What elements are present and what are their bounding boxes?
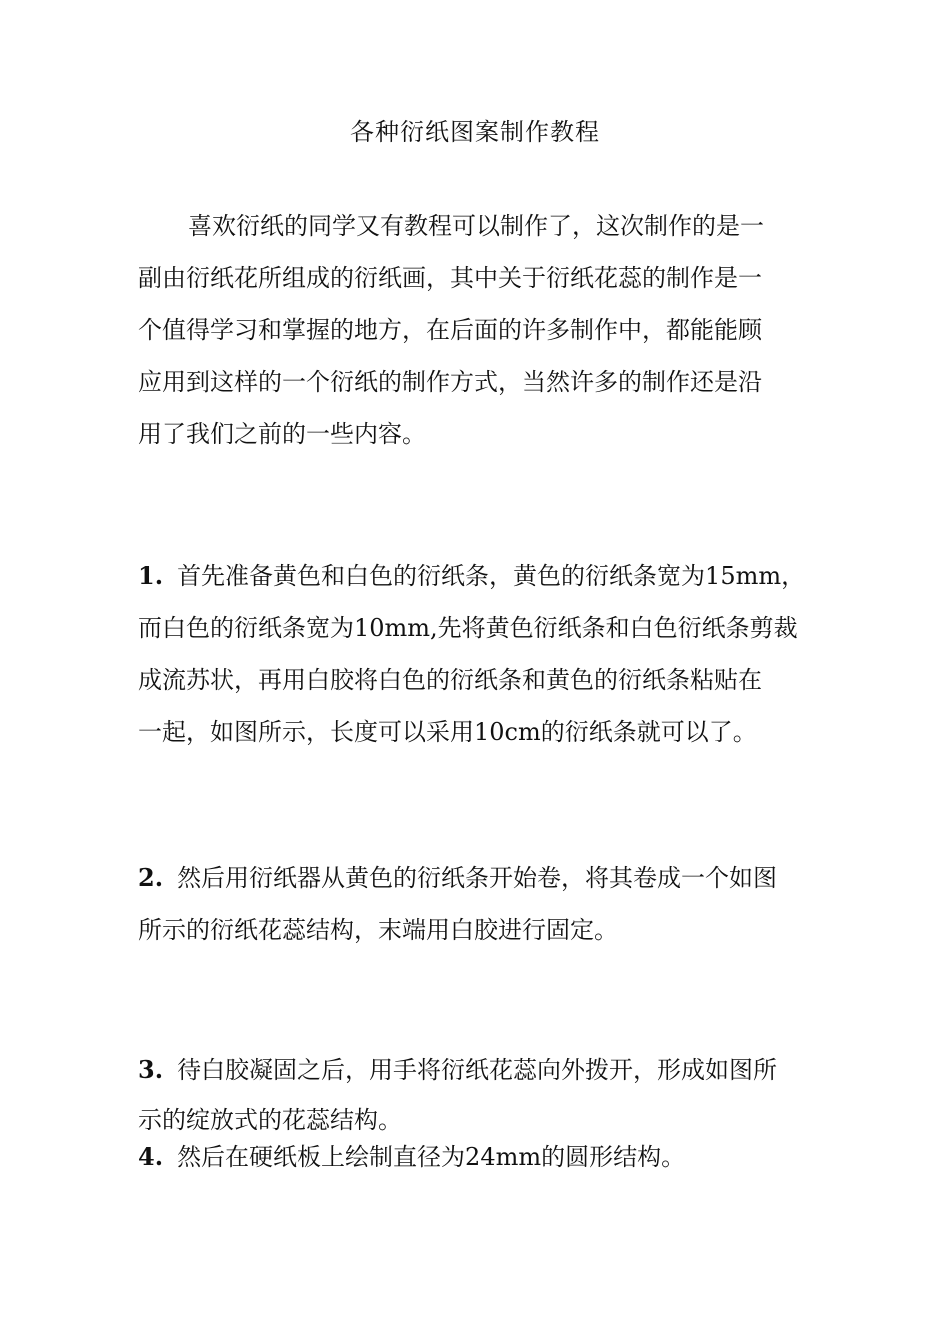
step-number: 2. bbox=[138, 863, 164, 892]
step-line: 所示的衍纸花蕊结构，末端用白胶进行固定。 bbox=[138, 916, 618, 944]
step-line: 成流苏状，再用白胶将白色的衍纸条和黄色的衍纸条粘贴在 bbox=[138, 666, 762, 694]
step-2-paragraph bbox=[138, 852, 828, 956]
step-1-paragraph bbox=[138, 550, 828, 758]
step-3-paragraph bbox=[138, 1045, 828, 1145]
intro-line: 应用到这样的一个衍纸的制作方式，当然许多的制作还是沿 bbox=[138, 368, 762, 396]
step-text: 首先准备黄色和白色的衍纸条，黄色的衍纸条宽为15mm， bbox=[177, 562, 806, 590]
intro-paragraph bbox=[138, 200, 828, 460]
step-line: 一起，如图所示，长度可以采用10cm的衍纸条就可以了。 bbox=[138, 718, 757, 746]
step-number: 3. bbox=[138, 1055, 164, 1084]
step-text: 然后用衍纸器从黄色的衍纸条开始卷，将其卷成一个如图 bbox=[177, 864, 778, 892]
step-line: 而白色的衍纸条宽为10mm,先将黄色衍纸条和白色衍纸条剪裁 bbox=[138, 614, 798, 642]
intro-line: 副由衍纸花所组成的衍纸画，其中关于衍纸花蕊的制作是一 bbox=[138, 264, 762, 292]
step-number: 1. bbox=[138, 561, 164, 590]
step-line bbox=[138, 852, 828, 904]
intro-line: 喜欢衍纸的同学又有教程可以制作了，这次制作的是一 bbox=[188, 212, 764, 240]
step-line bbox=[138, 1045, 828, 1095]
intro-line: 用了我们之前的一些内容。 bbox=[138, 420, 426, 448]
step-4-paragraph bbox=[138, 1131, 828, 1183]
intro-line: 个值得学习和掌握的地方，在后面的许多制作中，都能能顾 bbox=[138, 316, 762, 344]
step-line bbox=[138, 550, 828, 602]
step-number: 4. bbox=[138, 1142, 164, 1171]
step-text: 待白胶凝固之后，用手将衍纸花蕊向外拨开，形成如图所 bbox=[177, 1056, 778, 1084]
document-title: 各种衍纸图案制作教程 bbox=[350, 118, 600, 146]
step-line: 示的绽放式的花蕊结构。 bbox=[138, 1106, 402, 1134]
step-line bbox=[138, 1131, 828, 1183]
step-text: 然后在硬纸板上绘制直径为24mm的圆形结构。 bbox=[177, 1143, 686, 1171]
